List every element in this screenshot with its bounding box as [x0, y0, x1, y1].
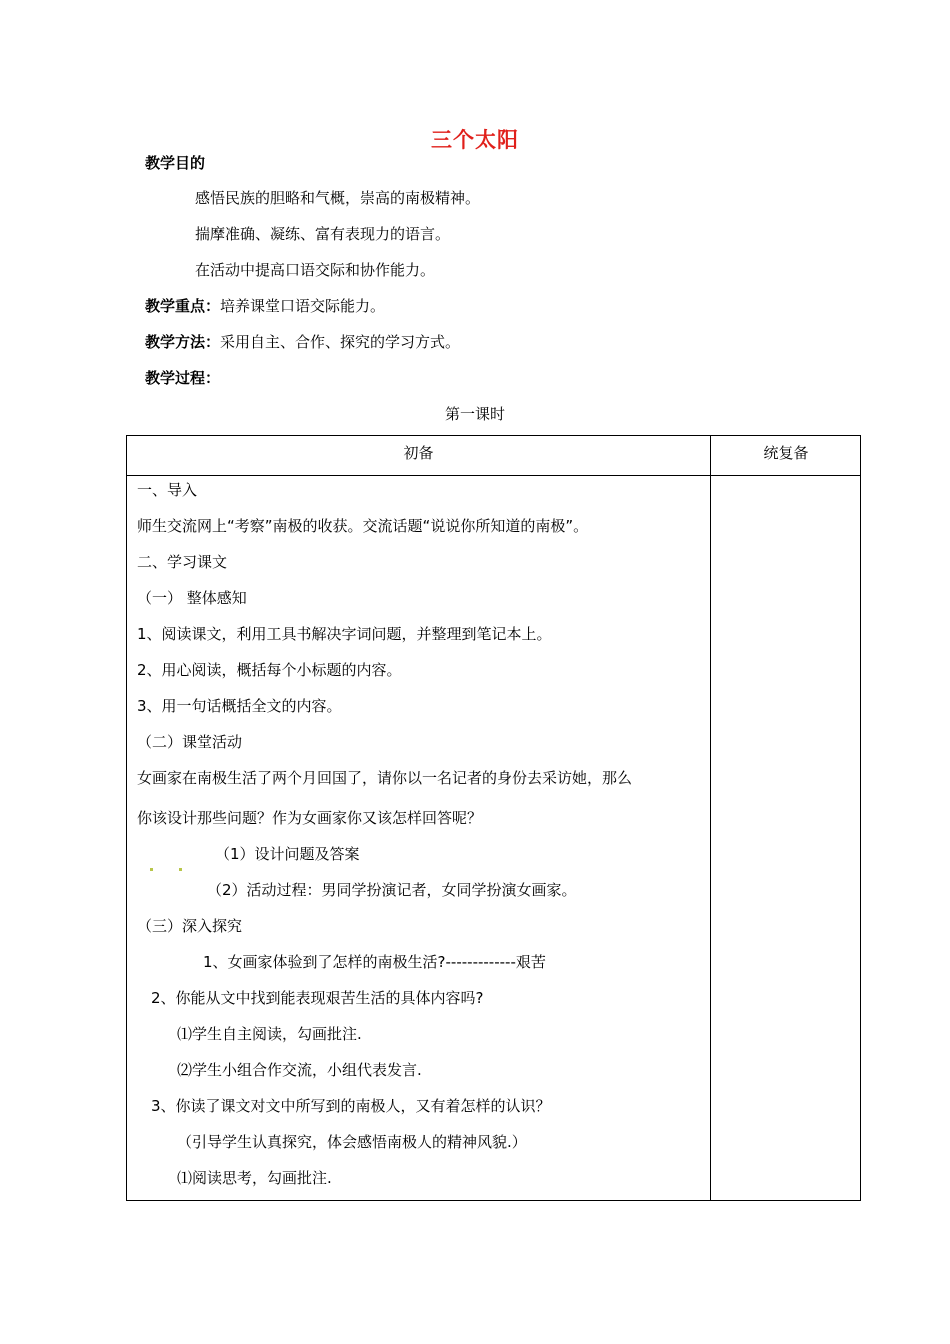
table-line: 一、导入	[137, 481, 198, 499]
table-line: ⑴学生自主阅读，勾画批注.	[177, 1025, 362, 1043]
objective-item: 在活动中提高口语交际和协作能力。	[195, 261, 436, 279]
table-line: 师生交流网上“考察”南极的收获。交流话题“说说你所知道的南极”。	[137, 517, 589, 535]
table-line: 3、你读了课文对文中所写到的南极人，又有着怎样的认识？	[151, 1097, 551, 1115]
table-line: 3、用一句话概括全文的内容。	[137, 697, 342, 715]
annotation-marks	[149, 854, 183, 872]
col-header-review-prep: 统复备	[763, 444, 809, 462]
table-line: （引导学生认真探究，体会感悟南极人的精神风貌.）	[177, 1133, 527, 1151]
process-label: 教学过程：	[145, 369, 221, 387]
key-point	[145, 296, 385, 316]
header-divider	[127, 475, 860, 476]
col-header-initial-prep: 初备	[403, 444, 434, 462]
objective-item: 感悟民族的胆略和气概，崇高的南极精神。	[195, 189, 481, 207]
table-line: 2、用心阅读，概括每个小标题的内容。	[137, 661, 402, 679]
method-label: 教学方法：	[145, 333, 221, 351]
key-point-text: 培养课堂口语交际能力。	[220, 297, 386, 315]
table-line: ⑵学生小组合作交流，小组代表发言.	[177, 1061, 422, 1079]
objective-item: 揣摩准确、凝练、富有表现力的语言。	[195, 225, 451, 243]
lesson-label: 第一课时	[444, 405, 505, 423]
table-line: 女画家在南极生活了两个月回国了，请你以一名记者的身份去采访她，那么	[137, 769, 633, 787]
table-line: （一） 整体感知	[137, 589, 247, 607]
table-line: 你该设计那些问题？作为女画家你又该怎样回答呢？	[137, 809, 483, 827]
table-line: 1、阅读课文，利用工具书解决字词问题，并整理到笔记本上。	[137, 625, 552, 643]
table-line: ⑴阅读思考，勾画批注.	[177, 1169, 332, 1187]
teaching-method	[145, 332, 460, 352]
lesson-table	[126, 435, 861, 1201]
key-point-label: 教学重点：	[145, 297, 221, 315]
table-line: （2）活动过程：男同学扮演记者，女同学扮演女画家。	[207, 881, 577, 899]
document-title: 三个太阳	[431, 128, 519, 152]
column-divider	[710, 436, 711, 1200]
table-line: （三）深入探究	[137, 917, 243, 935]
table-line: （1）设计问题及答案	[215, 845, 360, 863]
objectives-heading: 教学目的	[145, 154, 206, 172]
table-line: 2、你能从文中找到能表现艰苦生活的具体内容吗?	[151, 989, 484, 1007]
method-text: 采用自主、合作、探究的学习方式。	[220, 333, 461, 351]
table-line: 1、女画家体验到了怎样的南极生活?-------------艰苦	[203, 953, 546, 971]
table-line: （二）课堂活动	[137, 733, 243, 751]
table-line: 二、学习课文	[137, 553, 228, 571]
highlight-mark	[179, 868, 182, 871]
highlight-mark	[150, 868, 153, 871]
